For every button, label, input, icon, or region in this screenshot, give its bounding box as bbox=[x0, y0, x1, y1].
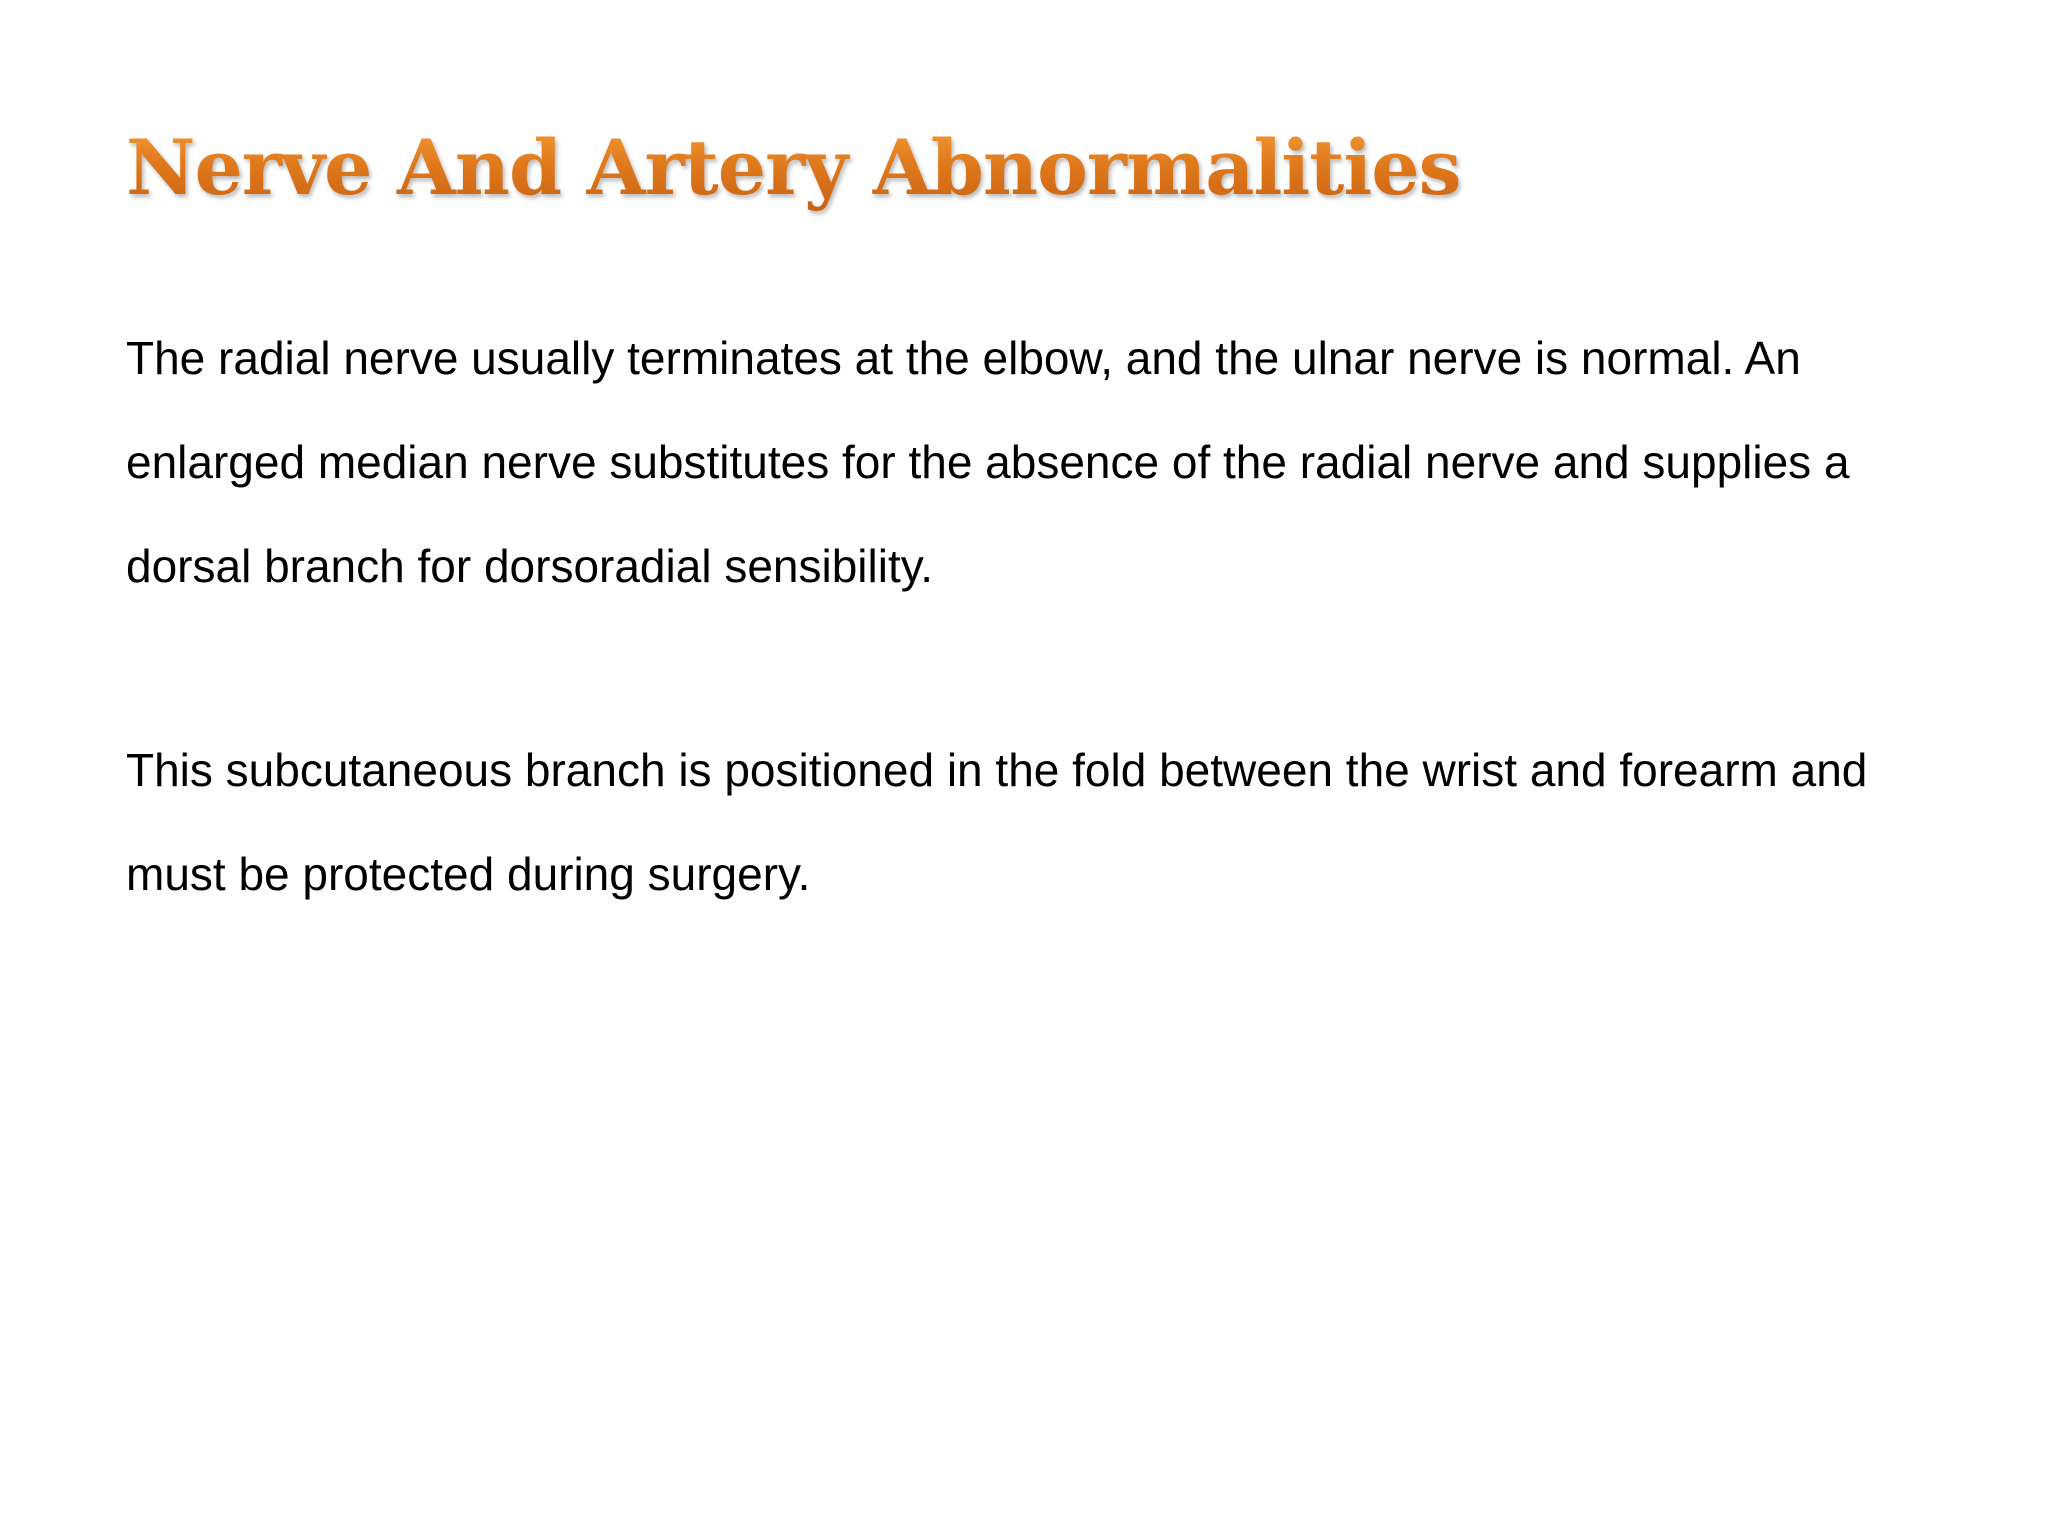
slide-title: Nerve And Artery Abnormalities bbox=[126, 118, 1460, 218]
body-paragraph-1: The radial nerve usually terminates at the elbow, and the ulnar nerve is normal. An enlarged median nerve substitutes for the absence of the radial nerve and supplies a dorsal branch for dorsoradial sensibility. bbox=[126, 332, 1850, 592]
body-paragraph-2: This subcutaneous branch is positioned in the fold between the wrist and forearm and must be protected during surgery. bbox=[126, 744, 1868, 900]
